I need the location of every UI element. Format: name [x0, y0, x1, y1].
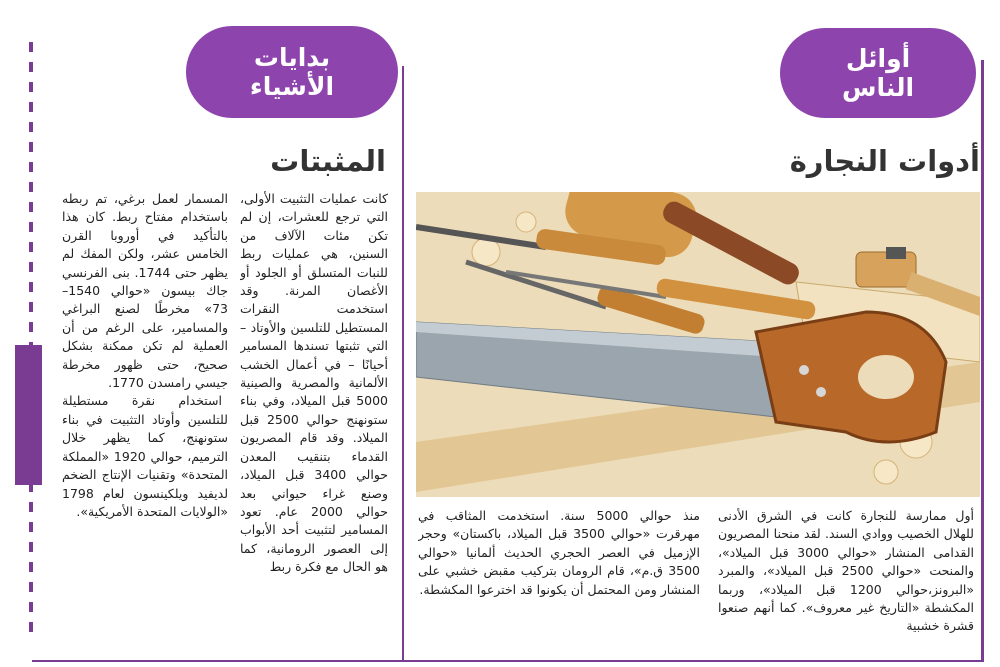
- tools-illustration: [416, 192, 980, 497]
- left-dashed-border: [29, 42, 33, 642]
- fasteners-col1-paragraph: كانت عمليات التثبيت الأولى، التي ترجع للعشرات، إن لم تكن مئات الآلاف من السنين، هي عمليات ربط للنبات المتسلق أو الجلود أو الأغصان المرنة. وقد استخدمت النقرات المستطيل للتلسين والأوتاد – التي تثبتها تسندها المسامير أحيانًا – في أعمال الخشب الألمانية والمصرية والصينية 5000 قبل الميلاد، وفي بناء ستونهنج حوالي 2500 قبل الميلاد. وقد قام المصريون القدماء بتنقيب المعدن حوالي 3400 قبل الميلاد، وصنع غراء حيواني بعد حوالي 2000 عام. تعود المسامير لتثبيت أحد الأبواب إلى العصور الرومانية، كما هو الحال مع فكرة ربط: [240, 191, 388, 575]
- carpentry-col2-paragraph: منذ حوالي 5000 سنة. استخدمت المثاقب في مهرقرت «حوالي 3500 قبل الميلاد، باكستان» وحجر الإزميل في العصر الحجري الحديث ألمانيا «حوالي 3500 ق.م»، قام الرومان بتركيب مقبض خشبي على المنشار ومن المحتمل أن يكونوا قد اخترعوا المكشطة.: [418, 508, 700, 597]
- carpentry-col1-paragraph: أول ممارسة للنجارة كانت في الشرق الأدنى للهلال الخصيب ووادي السند. لقد منحنا المصريون القدامى المنشار «حوالي 3000 قبل الميلاد»، والمنحت «حوالي 2500 قبل الميلاد»، والمبرد «البرونز،حوالي 1200 قبل الميلاد»، وربما المكشطة «التاريخ غير معروف». كما أنهم صنعوا قشرة خشبية: [718, 508, 974, 634]
- right-vertical-border: [981, 60, 984, 660]
- fasteners-column-2: [62, 190, 228, 658]
- article-title-carpentry-tools: أدوات النجارة: [789, 144, 980, 178]
- column-divider: [402, 66, 404, 660]
- article-title-fasteners: المثبتات: [270, 144, 386, 178]
- carpentry-column-2: [418, 507, 700, 657]
- left-accent-bar: [15, 345, 42, 485]
- badge-line2: الأشياء: [249, 72, 335, 101]
- section-badge-bidayat-alashya: [186, 26, 398, 118]
- carpentry-tools-photo: [416, 192, 980, 497]
- fasteners-col2-paragraph-1: المسمار لعمل برغي، تم ربطه باستخدام مفتاح ربط. كان هذا بالتأكيد في أوروبا القرن الخامس عشر، ولكن المفك لم يظهر حتى 1744. بنى الفرنسي جاك بيسون «حوالي 1540–73» مخرطًا لصنع البراغي والمسامير، على الرغم من أن العملية لم تكن ممكنة بشكل صحيح، حتى ظهور مخرطة جيسي رامسدن 1770.: [62, 191, 228, 391]
- fasteners-column-1: [240, 190, 388, 658]
- carpentry-column-1: [718, 507, 974, 657]
- badge-line1: بدايات: [253, 43, 331, 72]
- fasteners-col2-paragraph-2: استخدام نقرة مستطيلة للتلسين وأوتاد التثبيت في بناء ستونهنج، كما يظهر خلال الترميم، حوالي 1920 «المملكة المتحدة» وتقنيات الإنتاج الضخم لديفيد ويلكينسون لعام 1798 «الولايات المتحدة الأمريكية».: [62, 393, 228, 519]
- bottom-border: [32, 660, 984, 662]
- badge-line1: أوائل: [845, 44, 911, 73]
- badge-line2: الناس: [841, 73, 915, 102]
- section-badge-awail-alnas: [780, 28, 976, 118]
